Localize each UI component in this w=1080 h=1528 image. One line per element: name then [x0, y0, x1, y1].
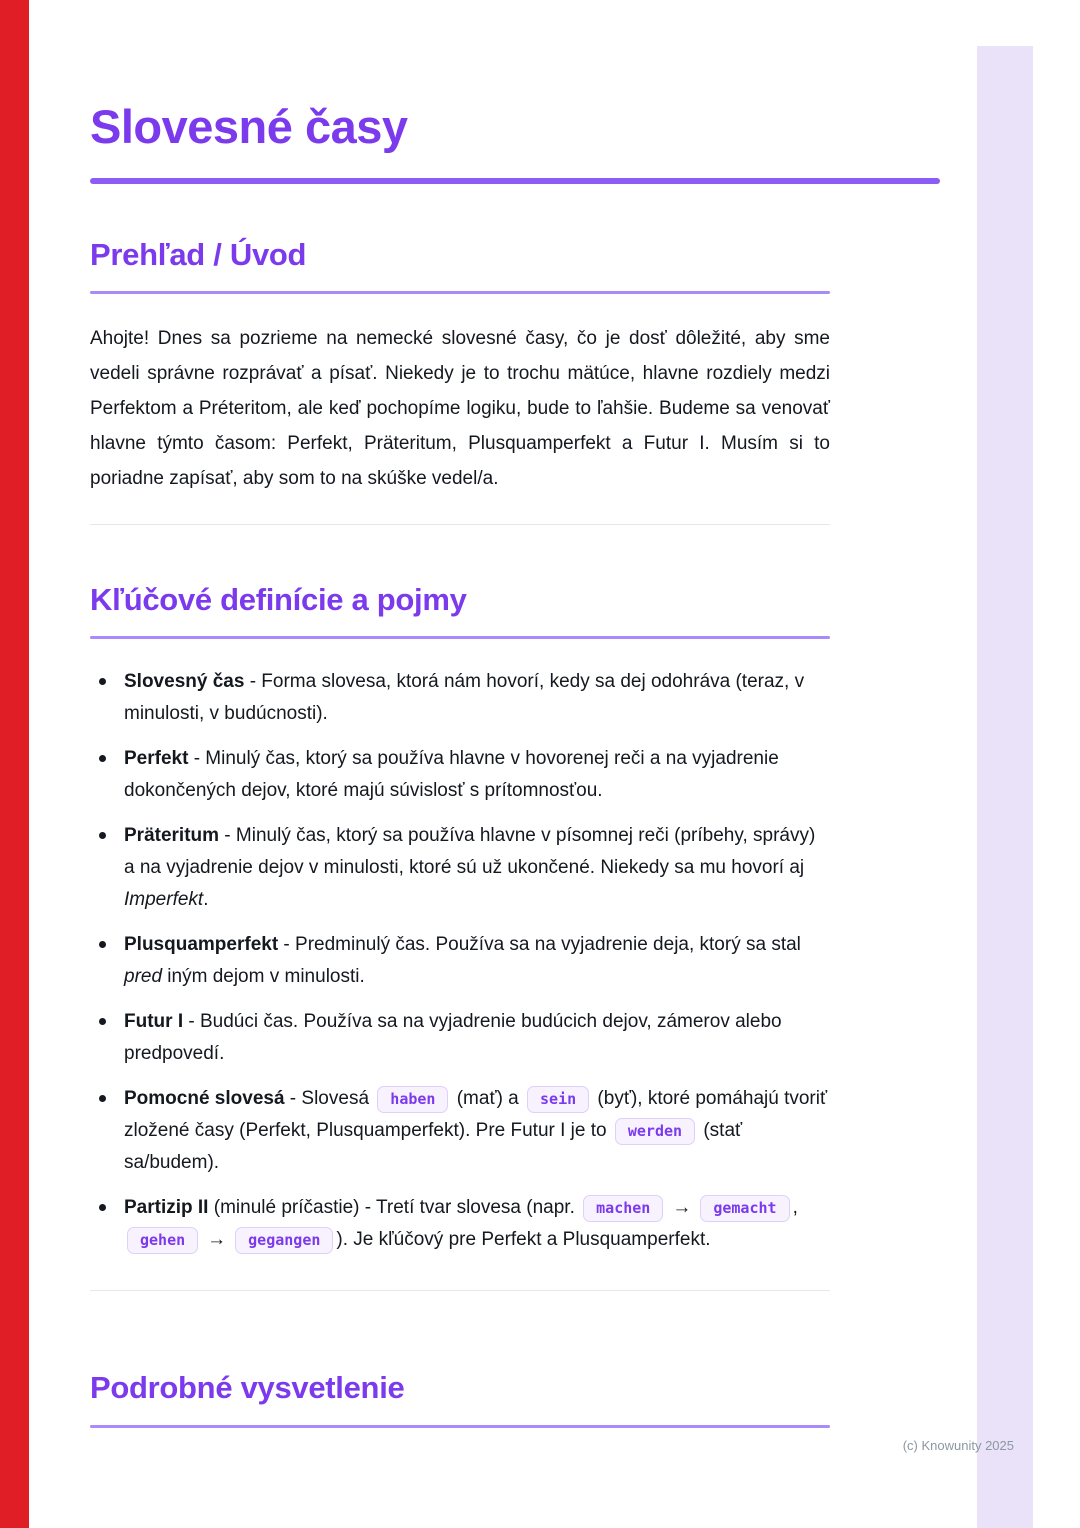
red-stripe [0, 0, 29, 1528]
code-chip: gehen [127, 1227, 198, 1254]
code-chip: machen [583, 1195, 663, 1222]
detail-heading: Podrobné vysvetlenie [90, 1370, 405, 1406]
bullet-icon [99, 941, 106, 948]
definitions-heading: Kľúčové definície a pojmy [90, 582, 467, 618]
term-label: Partizip II [124, 1197, 209, 1219]
emphasized-text: Imperfekt [124, 889, 204, 911]
section-intro [90, 236, 940, 496]
definition-item [90, 929, 830, 993]
arrow-icon: → [207, 1229, 227, 1251]
section-divider [90, 524, 830, 525]
definitions-list [90, 666, 830, 1256]
emphasized-text: pred [124, 966, 163, 988]
definition-item [90, 1006, 830, 1070]
definition-text: Perfekt - Minulý čas, ktorý sa používa hlavne v hovorenej reči a na vyjadrenie dokončených dejov, ktoré majú súvislosť s prítomnosťou. [124, 748, 779, 802]
definition-item [90, 820, 830, 916]
term-label: Pomocné slovesá [124, 1088, 285, 1110]
definition-text: Präteritum - Minulý čas, ktorý sa používa hlavne v písomnej reči (príbehy, správy) a na vyjadrenie dejov v minulosti, ktoré sú už ukončené. Niekedy sa mu hovorí aj Imperfekt. [124, 825, 816, 911]
bullet-icon [99, 678, 106, 685]
arrow-icon: → [672, 1197, 692, 1219]
definition-item [90, 743, 830, 807]
lavender-stripe [977, 46, 1033, 1528]
term-label: Futur I [124, 1011, 184, 1033]
intro-heading-rule [90, 291, 830, 294]
code-chip: gemacht [700, 1195, 789, 1222]
term-label: Slovesný čas [124, 671, 245, 693]
term-label: Perfekt [124, 748, 189, 770]
intro-paragraph: Ahojte! Dnes sa pozrieme na nemecké slovesné časy, čo je dosť dôležité, aby sme vedeli správne rozprávať a písať. Niekedy je to trochu mätúce, hlavne rozdiely medzi Perfektom a Préteritom, ale keď pochopíme logiku, bude to ľahšie. Budeme sa venovať hlavne týmto časom: Perfekt, Präteritum, Plusquamperfekt a Futur I. Musím si to poriadne zapísať, aby som to na skúške vedel/a. [90, 328, 830, 490]
definitions-heading-rule [90, 636, 830, 639]
copyright-footer: (c) Knowunity 2025 [902, 1438, 1014, 1453]
code-chip: werden [615, 1118, 695, 1145]
term-label: Plusquamperfekt [124, 934, 279, 956]
bullet-icon [99, 1095, 106, 1102]
section-divider [90, 1290, 830, 1291]
definition-item [90, 1192, 830, 1256]
definition-item [90, 1083, 830, 1179]
definition-text: Slovesný čas - Forma slovesa, ktorá nám hovorí, kedy sa dej odohráva (teraz, v minulosti, v budúcnosti). [124, 671, 805, 725]
page-title: Slovesné časy [90, 100, 408, 153]
definition-item [90, 666, 830, 730]
bullet-icon [99, 755, 106, 762]
intro-heading: Prehľad / Úvod [90, 237, 307, 273]
code-chip: gegangen [235, 1227, 333, 1254]
bullet-icon [99, 1018, 106, 1025]
content-area [90, 0, 940, 1455]
section-detail [90, 1369, 940, 1427]
definition-text: Partizip II (minulé príčastie) - Tretí tvar slovesa (napr. machen → gemacht , gehen → gegangen ). Je kľúčový pre Perfekt a Plusquamperfekt. [124, 1197, 798, 1250]
code-chip: haben [377, 1086, 448, 1113]
bullet-icon [99, 1204, 106, 1211]
term-label: Präteritum [124, 825, 220, 847]
bullet-icon [99, 832, 106, 839]
title-rule [90, 178, 940, 184]
definition-text: Futur I - Budúci čas. Používa sa na vyjadrenie budúcich dejov, zámerov alebo predpovedí. [124, 1011, 782, 1065]
detail-heading-rule [90, 1425, 830, 1428]
code-chip: sein [527, 1086, 589, 1113]
section-definitions [90, 581, 940, 1256]
definition-text: Plusquamperfekt - Predminulý čas. Používa sa na vyjadrenie deja, ktorý sa stal pred iným dejom v minulosti. [124, 934, 801, 988]
definition-text: Pomocné slovesá - Slovesá haben (mať) a sein (byť), ktoré pomáhajú tvoriť zložené časy (Perfekt, Plusquamperfekt). Pre Futur I je to werden (stať sa/budem). [124, 1088, 828, 1174]
